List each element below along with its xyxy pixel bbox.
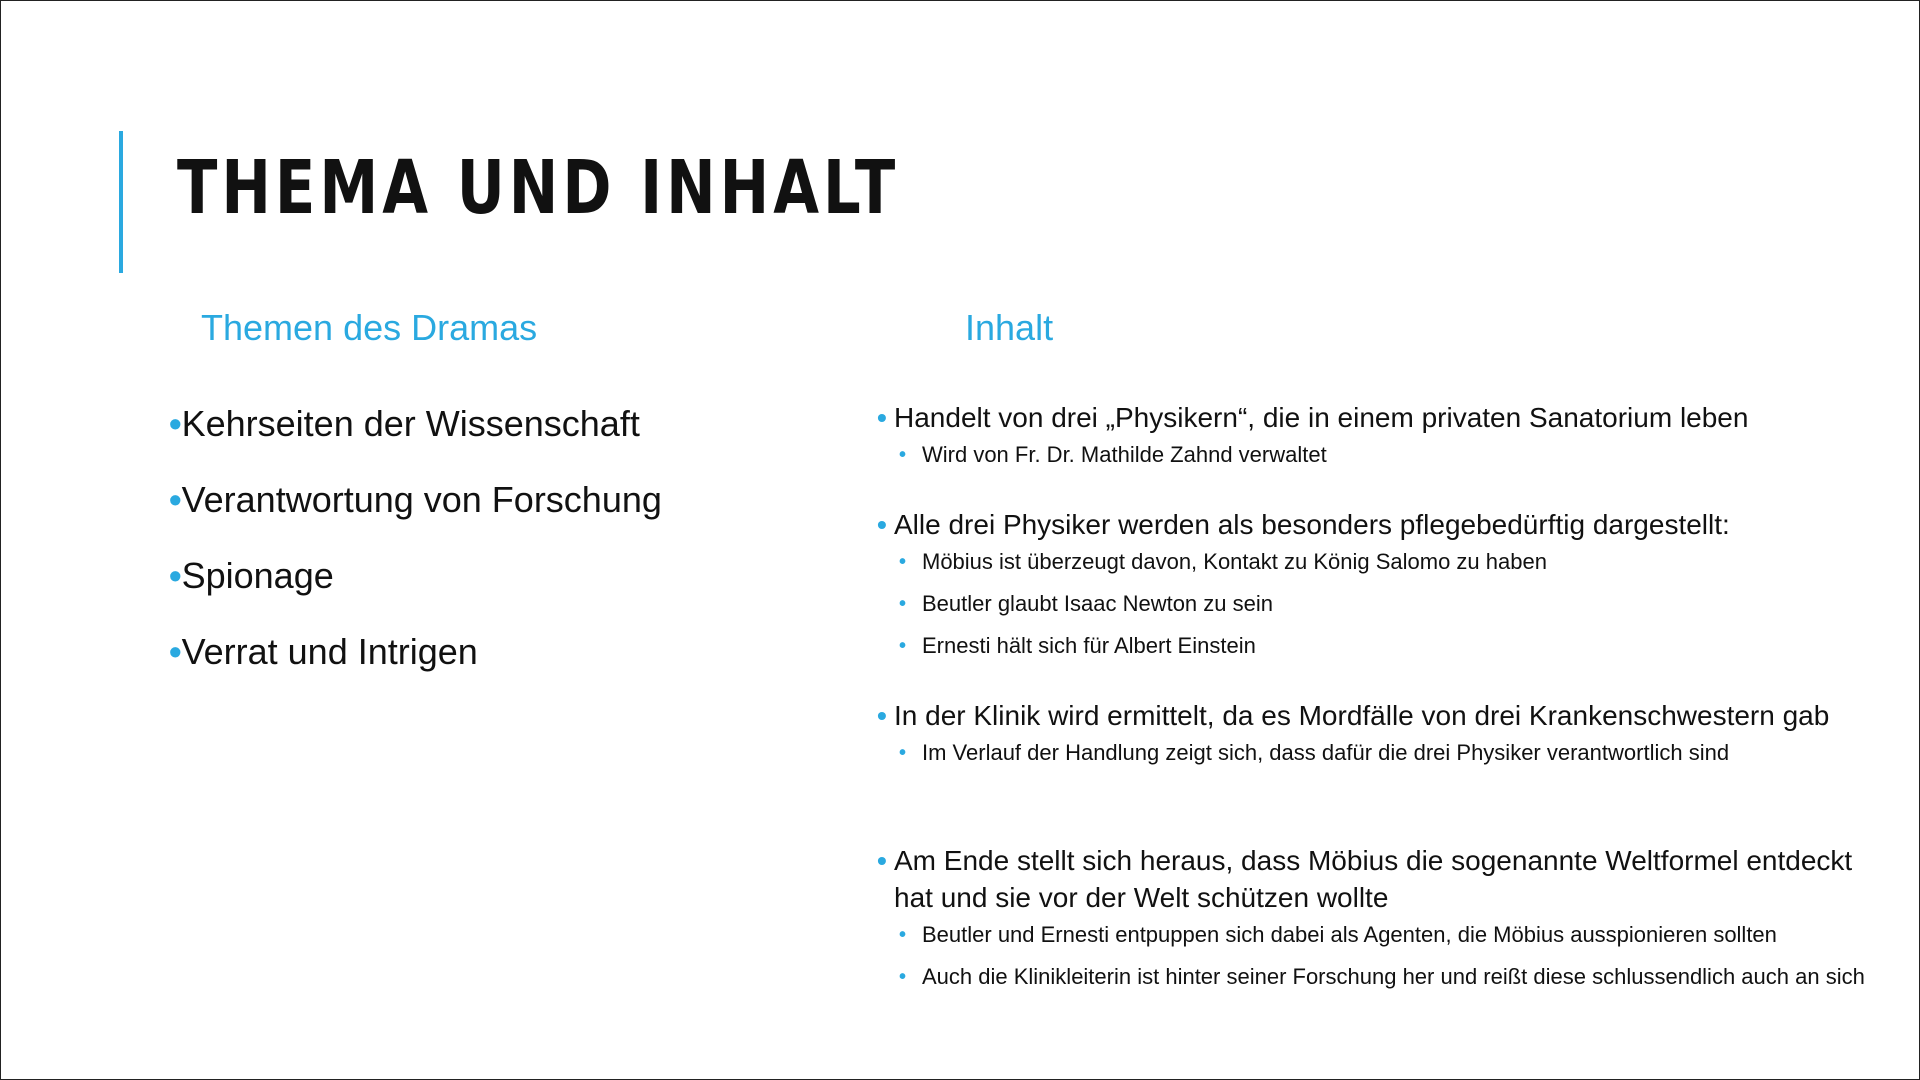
content-sub-text: Im Verlauf der Handlung zeigt sich, dass dafür die drei Physiker verantwortlich sind (922, 740, 1730, 765)
themes-list (169, 399, 662, 703)
content-sub-text: Auch die Klinikleiterin ist hinter seiner Forschung her und reißt diese schlussendlich auch an sich (922, 964, 1865, 989)
content-main-text: Am Ende stellt sich heraus, dass Möbius die sogenannte Weltformel entdeckt hat und sie vor der Welt schützen wollte (894, 845, 1853, 913)
content-main-text: In der Klinik wird ermittelt, da es Mordfälle von drei Krankenschwestern gab (894, 700, 1830, 731)
content-main-point (877, 399, 1877, 436)
content-main-text: Alle drei Physiker werden als besonders pflegebedürftig dargestellt: (894, 509, 1730, 540)
content-sub-list (877, 920, 1877, 992)
theme-text: Verantwortung von Forschung (181, 479, 662, 520)
theme-text: Verrat und Intrigen (181, 631, 478, 672)
content-sub-point (877, 547, 1877, 577)
content-main-point (877, 697, 1877, 734)
content-item (877, 506, 1877, 661)
theme-text: Spionage (181, 555, 334, 596)
bullet-icon: • (877, 845, 887, 876)
content-main-text: Handelt von drei „Physikern“, die in einem privaten Sanatorium leben (894, 402, 1749, 433)
content-sub-point (877, 920, 1877, 950)
title-accent-bar (119, 131, 123, 273)
content-item (877, 697, 1877, 768)
bullet-icon: • (899, 593, 907, 615)
bullet-icon: • (877, 509, 887, 540)
theme-text: Kehrseiten der Wissenschaft (181, 403, 640, 444)
content-item (877, 399, 1877, 470)
content-sub-point (877, 631, 1877, 661)
content-sub-text: Beutler und Ernesti entpuppen sich dabei als Agenten, die Möbius ausspionieren sollten (922, 922, 1777, 947)
bullet-icon: • (899, 551, 907, 573)
theme-item (169, 627, 662, 703)
content-sub-list (877, 440, 1877, 470)
bullet-icon: • (899, 635, 907, 657)
content-sub-list (877, 738, 1877, 768)
bullet-icon: • (877, 402, 887, 433)
bullet-icon: • (169, 631, 182, 672)
content-sub-point (877, 589, 1877, 619)
content-main-point (877, 842, 1877, 916)
bullet-icon: • (169, 479, 182, 520)
content-item (877, 842, 1877, 992)
theme-item (169, 475, 662, 551)
content-sub-list (877, 547, 1877, 661)
bullet-icon: • (899, 966, 907, 988)
bullet-icon: • (899, 924, 907, 946)
content-sub-text: Möbius ist überzeugt davon, Kontakt zu König Salomo zu haben (922, 549, 1547, 574)
bullet-icon: • (169, 555, 182, 596)
content-sub-text: Beutler glaubt Isaac Newton zu sein (922, 591, 1273, 616)
theme-item (169, 551, 662, 627)
content-heading: Inhalt (965, 307, 1054, 348)
bullet-icon: • (877, 700, 887, 731)
theme-item (169, 399, 662, 475)
bullet-icon: • (899, 742, 907, 764)
content-sub-text: Wird von Fr. Dr. Mathilde Zahnd verwaltet (922, 442, 1327, 467)
content-sub-point (877, 738, 1877, 768)
bullet-icon: • (169, 403, 182, 444)
bullet-icon: • (899, 444, 907, 466)
content-sub-text: Ernesti hält sich für Albert Einstein (922, 633, 1256, 658)
content-main-point (877, 506, 1877, 543)
themes-heading: Themen des Dramas (201, 307, 538, 348)
slide-title: THEMA UND INHALT (177, 145, 900, 231)
content-sub-point (877, 440, 1877, 470)
content-sub-point (877, 962, 1877, 992)
